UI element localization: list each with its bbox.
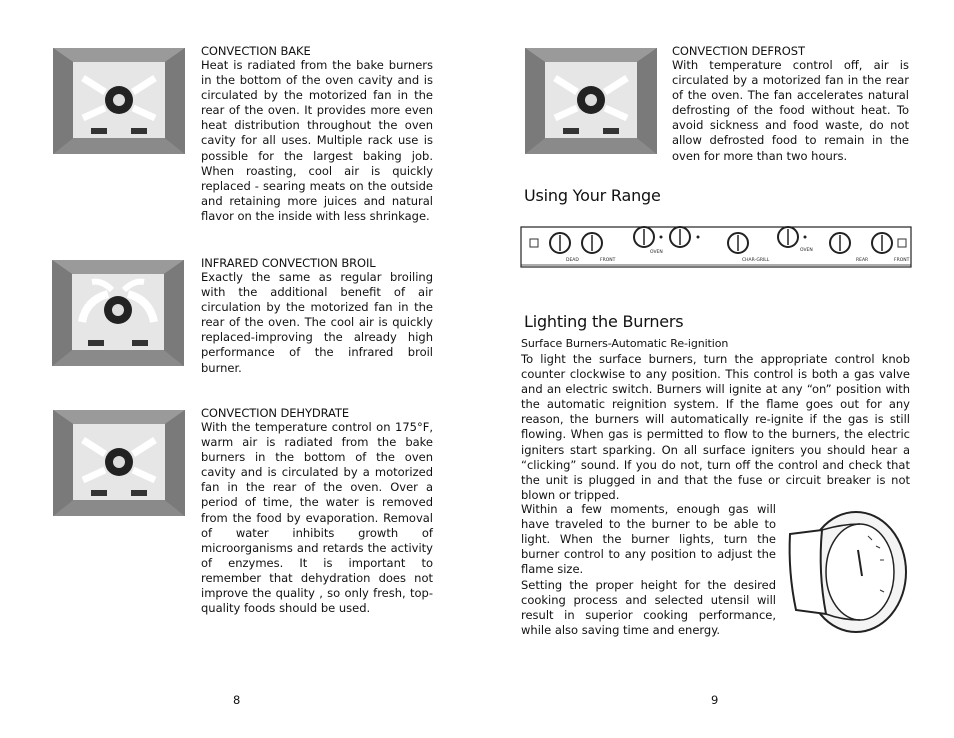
page-number-left: 8 (233, 693, 241, 707)
convection-dehydrate-heading: CONVECTION DEHYDRATE (201, 406, 350, 420)
panel-label-rear: REAR (856, 258, 869, 263)
range-control-panel-diagram (520, 221, 912, 273)
convection-defrost-body: With temperature control off, air is circulated by a motorized fan in the rear of the oven. The fan accelerates natural defrosting of the food without heat. To avoid sickness and food waste, do not allow defrosted food to remain in the oven for more than two hours. (672, 58, 909, 163)
convection-bake-body: Heat is radiated from the bake burners in the bottom of the oven cavity and is circulated by the motorized fan in the rear of the oven. It provides more even heat distribution throughout the oven cavity for all uses. Multiple rack use is possible for the largest baking job. When roasting, cool air is quickly replaced - searing meats on the outside and retaining more juices and natural flavor on the inside with less shrinkage. (201, 58, 433, 223)
infrared-broil-illustration (52, 260, 184, 366)
lighting-burners-paragraph-2: Within a few moments, enough gas will have traveled to the burner to be able to light. When the burner lights, turn the burner control to any position to adjust the flame size. (521, 502, 776, 577)
panel-label-oven-left: OVEN (650, 250, 663, 255)
lighting-burners-paragraph-1: To light the surface burners, turn the appropriate control knob counter clockwise to any position. This control is both a gas valve and an electric switch. Burners will ignite at any “on” position with the automatic reignition system. If the flame goes out for any reason, the burners will automatically re-ignite if the gas is still flowing. When gas is permitted to flow to the burners, the electric igniters start sparking. On all surface igniters you should hear a “clicking” sound. If you do not, turn off the control and check that the unit is plugged in and that the fuse or circuit breaker is not blown or tripped. (521, 352, 910, 502)
lighting-burners-paragraph-3: Setting the proper height for the desired cooking process and selected utensil will result in superior cooking performance, while also saving time and energy. (521, 578, 776, 638)
convection-bake-illustration (53, 48, 185, 154)
infrared-broil-body: Exactly the same as regular broiling with the additional benefit of air circulation by the motorized fan in the rear of the oven. The cool air is quickly replaced-improving the already high performance of the infrared broil burner. (201, 270, 433, 375)
convection-dehydrate-illustration (53, 410, 185, 516)
panel-label-char-grill: CHAR-GRILL (742, 258, 770, 263)
convection-bake-heading: CONVECTION BAKE (201, 44, 311, 58)
panel-label-front-right: FRONT (894, 258, 910, 263)
lighting-burners-subheading: Surface Burners-Automatic Re-ignition (521, 337, 729, 350)
burner-knob-illustration (782, 500, 912, 642)
panel-label-dead: DEAD (566, 258, 579, 263)
convection-defrost-heading: CONVECTION DEFROST (672, 44, 805, 58)
infrared-broil-heading: INFRARED CONVECTION BROIL (201, 256, 376, 270)
page-number-right: 9 (711, 693, 719, 707)
convection-dehydrate-body: With the temperature control on 175°F, warm air is radiated from the bake burners in the bottom of the oven cavity and is circulated by a motorized fan in the rear of the oven. Over a period of time, the water is removed from the food by evaporation. Removal of water inhibits growth of microorganisms and retards the activity of enzymes. It is important to remember that dehydration does not improve the quality , so only fresh, top-quality foods should be used. (201, 420, 433, 616)
panel-label-front-left: FRONT (600, 258, 616, 263)
lighting-burners-heading: Lighting the Burners (524, 312, 684, 331)
using-your-range-heading: Using Your Range (524, 186, 661, 205)
panel-label-oven-right: OVEN (800, 248, 813, 253)
convection-defrost-illustration (525, 48, 657, 154)
